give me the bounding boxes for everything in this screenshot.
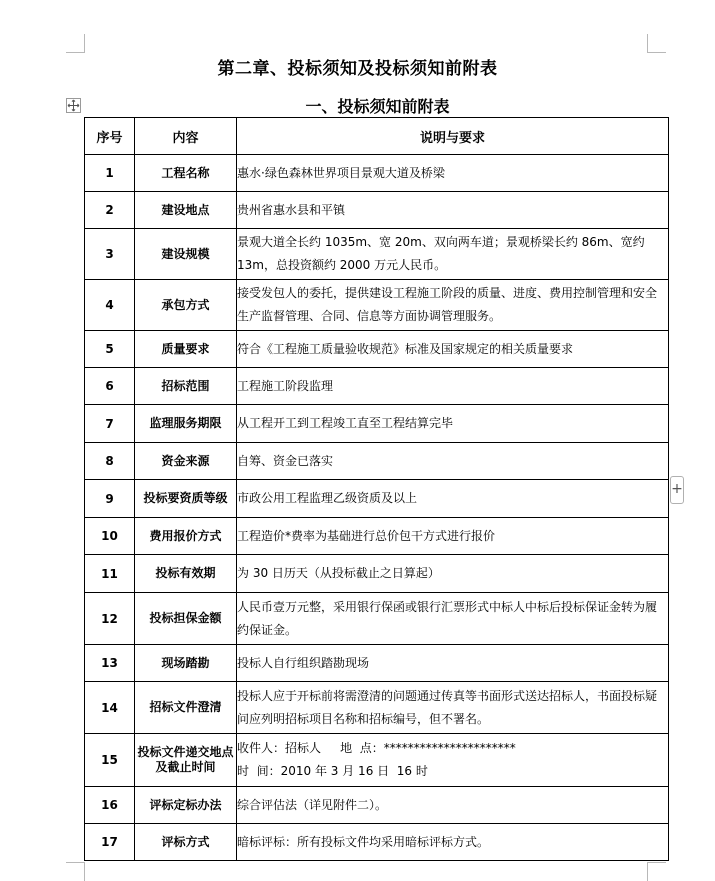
row-num: 4 [85, 280, 135, 331]
row-num: 14 [85, 682, 135, 734]
row-item: 投标要资质等级 [135, 480, 237, 518]
row-desc: 综合评估法（详见附件二）。 [237, 787, 669, 824]
row-num: 5 [85, 331, 135, 368]
row-item: 建设规模 [135, 229, 237, 280]
row-num: 1 [85, 155, 135, 192]
row-desc [237, 734, 669, 787]
row-num: 3 [85, 229, 135, 280]
table-row [85, 229, 669, 280]
row-item: 承包方式 [135, 280, 237, 331]
row-num: 16 [85, 787, 135, 824]
row-item: 资金来源 [135, 443, 237, 480]
table-row [85, 155, 669, 192]
row-desc: 暗标评标：所有投标文件均采用暗标评标方式。 [237, 824, 669, 861]
row-item: 评标方式 [135, 824, 237, 861]
row-item: 质量要求 [135, 331, 237, 368]
row-item: 评标定标办法 [135, 787, 237, 824]
row-num: 9 [85, 480, 135, 518]
section-title: 一、投标须知前附表 [305, 97, 450, 116]
row-desc: 符合《工程施工质量验收规范》标准及国家规定的相关质量要求 [237, 331, 669, 368]
row-desc: 工程造价*费率为基础进行总价包干方式进行报价 [237, 518, 669, 555]
table-row [85, 280, 669, 331]
row-item: 投标文件递交地点及截止时间 [135, 734, 237, 787]
row-desc: 贵州省惠水县和平镇 [237, 192, 669, 229]
table-header-row [85, 118, 669, 155]
table-row [85, 405, 669, 443]
table-row [85, 368, 669, 405]
row-desc: 投标人自行组织踏勘现场 [237, 645, 669, 682]
row-item: 招标范围 [135, 368, 237, 405]
chapter-title: 第二章、投标须知及投标须知前附表 [217, 59, 498, 79]
row-desc: 为 30 日历天（从投标截止之日算起） [237, 555, 669, 593]
row-item: 工程名称 [135, 155, 237, 192]
table-row [85, 555, 669, 593]
table-row [85, 192, 669, 229]
row-desc-line: 时 间：2010 年 3 月 16 日 16 时 [237, 764, 428, 778]
table-row [85, 518, 669, 555]
table-row [85, 593, 669, 645]
table-row [85, 682, 669, 734]
row-desc-line: 收件人：招标人 地 点：********************** [237, 741, 516, 755]
row-num: 7 [85, 405, 135, 443]
row-desc: 接受发包人的委托，提供建设工程施工阶段的质量、进度、费用控制管理和安全生产监督管理、合同、信息等方面协调管理服务。 [237, 280, 669, 331]
row-item: 现场踏勘 [135, 645, 237, 682]
row-desc: 从工程开工到工程竣工直至工程结算完毕 [237, 405, 669, 443]
row-num: 13 [85, 645, 135, 682]
row-desc: 工程施工阶段监理 [237, 368, 669, 405]
table-row [85, 734, 669, 787]
row-desc: 人民币壹万元整，采用银行保函或银行汇票形式中标人中标后投标保证金转为履约保证金。 [237, 593, 669, 645]
row-item: 招标文件澄清 [135, 682, 237, 734]
row-num: 11 [85, 555, 135, 593]
plus-icon: + [671, 481, 683, 497]
table-row [85, 443, 669, 480]
row-num: 17 [85, 824, 135, 861]
header-desc: 说明与要求 [237, 118, 669, 155]
row-num: 10 [85, 518, 135, 555]
table-row [85, 480, 669, 518]
table-row [85, 645, 669, 682]
row-num: 8 [85, 443, 135, 480]
row-item: 费用报价方式 [135, 518, 237, 555]
row-num: 6 [85, 368, 135, 405]
row-desc: 景观大道全长约 1035m、宽 20m、双向两车道；景观桥梁长约 86m、宽约 13m，总投资额约 2000 万元人民币。 [237, 229, 669, 280]
row-desc: 投标人应于开标前将需澄清的问题通过传真等书面形式送达招标人，书面投标疑问应列明招标项目名称和招标编号，但不署名。 [237, 682, 669, 734]
row-desc: 市政公用工程监理乙级资质及以上 [237, 480, 669, 518]
page-corner-mark-top-right [647, 34, 666, 53]
header-num: 序号 [85, 118, 135, 155]
header-item: 内容 [135, 118, 237, 155]
table-row [85, 787, 669, 824]
row-desc: 惠水·绿色森林世界项目景观大道及桥梁 [237, 155, 669, 192]
table-add-column-button[interactable] [670, 476, 684, 504]
row-item: 监理服务期限 [135, 405, 237, 443]
row-num: 12 [85, 593, 135, 645]
row-num: 2 [85, 192, 135, 229]
bidding-info-table [84, 117, 669, 861]
table-row [85, 824, 669, 861]
row-item: 建设地点 [135, 192, 237, 229]
table-row [85, 331, 669, 368]
row-num: 15 [85, 734, 135, 787]
row-item: 投标担保金额 [135, 593, 237, 645]
row-item: 投标有效期 [135, 555, 237, 593]
page-corner-mark-top-left [66, 34, 85, 53]
row-desc: 自筹、资金已落实 [237, 443, 669, 480]
